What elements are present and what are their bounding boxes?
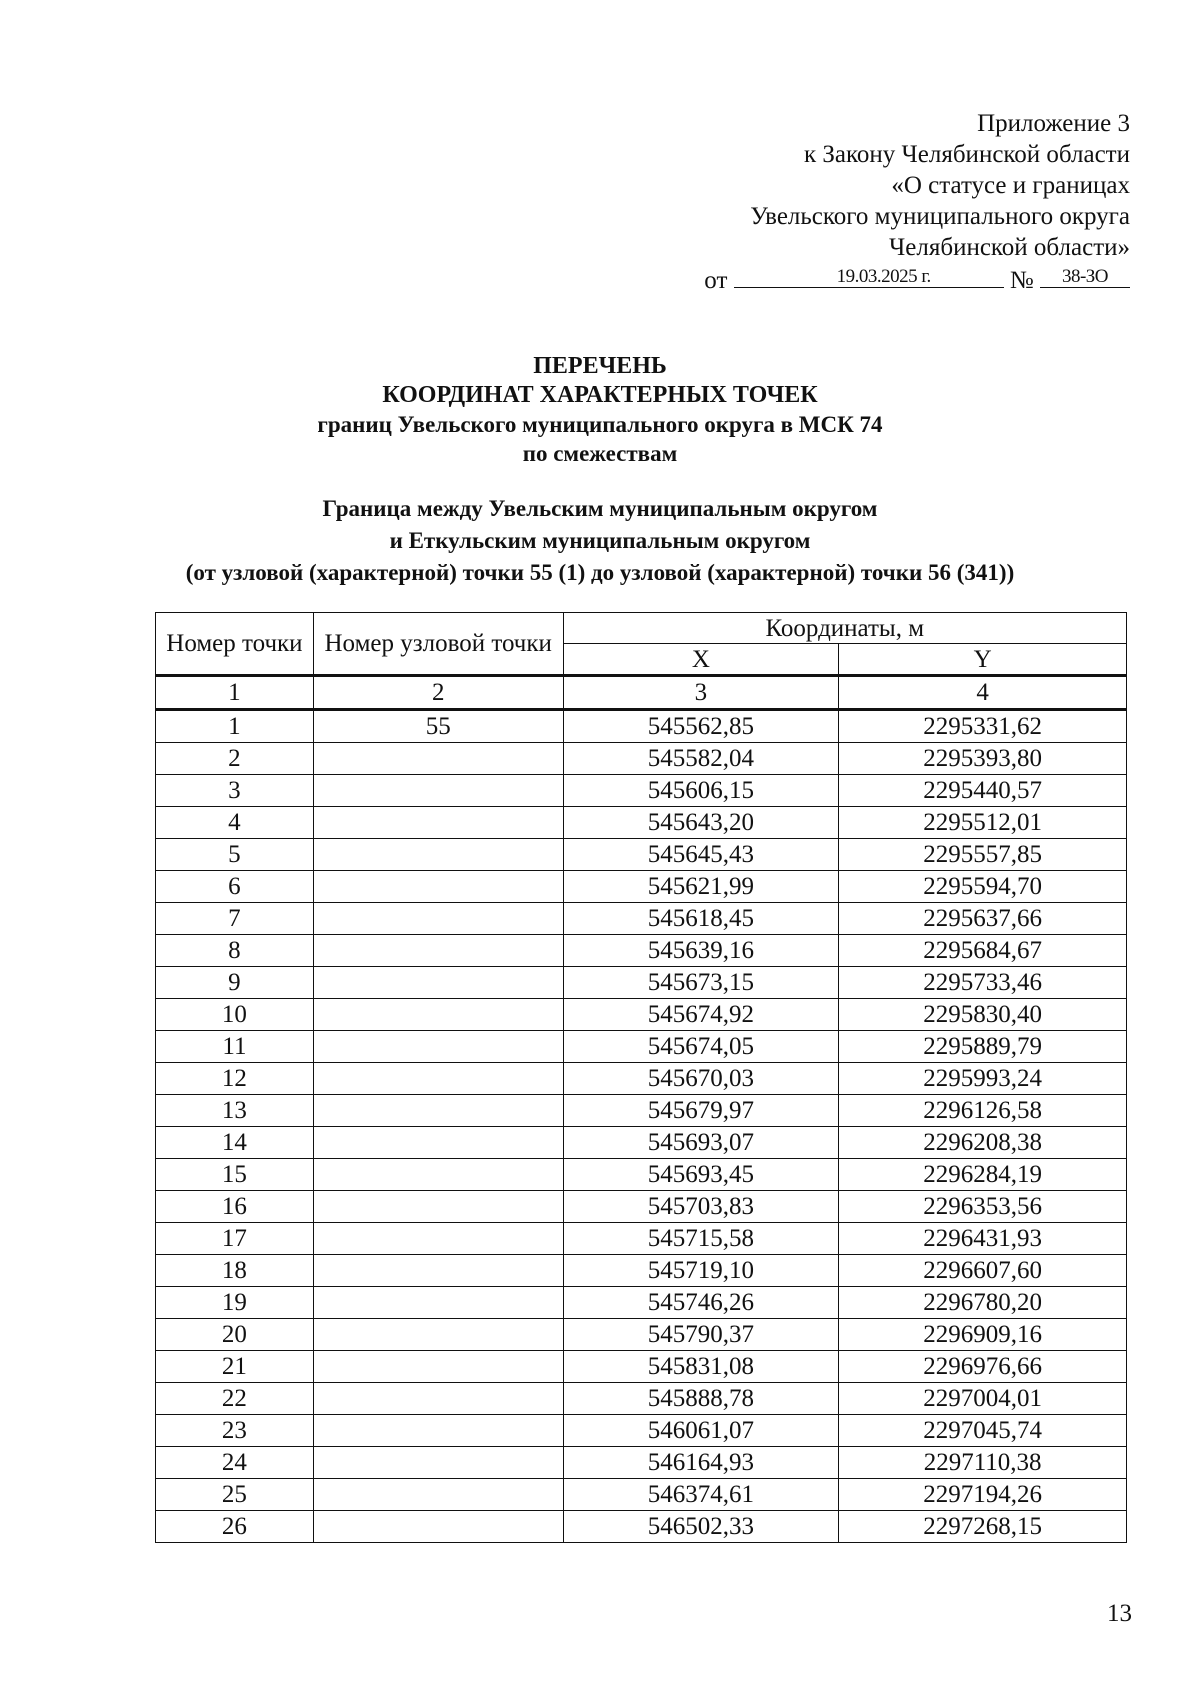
cell-point-number: 19 <box>156 1287 314 1319</box>
cell-point-number: 14 <box>156 1127 314 1159</box>
cell-x: 545582,04 <box>563 743 839 775</box>
cell-y: 2295331,62 <box>839 710 1127 743</box>
cell-point-number: 16 <box>156 1191 314 1223</box>
cell-x: 545618,45 <box>563 903 839 935</box>
cell-x: 545693,07 <box>563 1127 839 1159</box>
coordinates-table <box>155 612 1127 1543</box>
cell-x: 545831,08 <box>563 1351 839 1383</box>
table-row <box>156 871 1127 903</box>
table-row <box>156 1159 1127 1191</box>
cell-point-number: 8 <box>156 935 314 967</box>
cell-y: 2295889,79 <box>839 1031 1127 1063</box>
appendix-law-name-3: Челябинской области» <box>889 234 1130 261</box>
table-row <box>156 967 1127 999</box>
cell-y: 2296208,38 <box>839 1127 1127 1159</box>
header-node-number: Номер узловой точки <box>313 613 563 676</box>
column-number: 2 <box>313 676 563 710</box>
cell-point-number: 3 <box>156 775 314 807</box>
header-coordinates: Координаты, м <box>563 613 1126 644</box>
header-y: Y <box>839 644 1127 676</box>
cell-node-number <box>313 1127 563 1159</box>
cell-x: 545693,45 <box>563 1159 839 1191</box>
section-heading <box>0 493 1200 589</box>
cell-node-number <box>313 1319 563 1351</box>
cell-node-number <box>313 935 563 967</box>
cell-point-number: 4 <box>156 807 314 839</box>
cell-node-number <box>313 743 563 775</box>
table-row <box>156 1383 1127 1415</box>
cell-node-number <box>313 903 563 935</box>
title-line-2: КООРДИНАТ ХАРАКТЕРНЫХ ТОЧЕК <box>382 382 818 408</box>
section-line-1: Граница между Увельским муниципальным округом <box>322 496 878 521</box>
table-row <box>156 1511 1127 1543</box>
appendix-law: к Закону Челябинской области <box>804 141 1130 168</box>
header-point-number: Номер точки <box>156 613 314 676</box>
cell-x: 545606,15 <box>563 775 839 807</box>
cell-y: 2297268,15 <box>839 1511 1127 1543</box>
table-row <box>156 710 1127 743</box>
cell-node-number <box>313 1287 563 1319</box>
cell-y: 2296780,20 <box>839 1287 1127 1319</box>
cell-point-number: 15 <box>156 1159 314 1191</box>
page-number: 13 <box>1107 1600 1132 1627</box>
table-row <box>156 1479 1127 1511</box>
cell-x: 545562,85 <box>563 710 839 743</box>
appendix-date-line <box>704 265 1130 296</box>
cell-node-number <box>313 807 563 839</box>
cell-x: 545673,15 <box>563 967 839 999</box>
cell-y: 2296909,16 <box>839 1319 1127 1351</box>
column-number-row <box>156 676 1127 710</box>
cell-y: 2296126,58 <box>839 1095 1127 1127</box>
cell-node-number <box>313 775 563 807</box>
cell-point-number: 11 <box>156 1031 314 1063</box>
appendix-title: Приложение 3 <box>977 110 1130 137</box>
cell-point-number: 1 <box>156 710 314 743</box>
table-row <box>156 807 1127 839</box>
cell-y: 2296976,66 <box>839 1351 1127 1383</box>
cell-y: 2296607,60 <box>839 1255 1127 1287</box>
table-row <box>156 1319 1127 1351</box>
cell-x: 545621,99 <box>563 871 839 903</box>
table-row <box>156 999 1127 1031</box>
cell-x: 545645,43 <box>563 839 839 871</box>
cell-node-number <box>313 967 563 999</box>
cell-x: 545715,58 <box>563 1223 839 1255</box>
appendix-law-name-2: Увельского муниципального округа <box>750 203 1130 230</box>
table-row <box>156 1447 1127 1479</box>
cell-point-number: 26 <box>156 1511 314 1543</box>
column-number: 1 <box>156 676 314 710</box>
from-label: от <box>704 267 728 294</box>
cell-y: 2295684,67 <box>839 935 1127 967</box>
cell-x: 545746,26 <box>563 1287 839 1319</box>
section-line-2: и Еткульским муниципальным округом <box>389 528 811 553</box>
cell-y: 2295440,57 <box>839 775 1127 807</box>
cell-y: 2296431,93 <box>839 1223 1127 1255</box>
title-line-3: границ Увельского муниципального округа в МСК 74 <box>317 412 883 437</box>
table-row <box>156 1095 1127 1127</box>
table-row <box>156 839 1127 871</box>
cell-x: 545888,78 <box>563 1383 839 1415</box>
cell-node-number <box>313 1447 563 1479</box>
cell-x: 546061,07 <box>563 1415 839 1447</box>
table-row <box>156 1351 1127 1383</box>
cell-y: 2297045,74 <box>839 1415 1127 1447</box>
cell-point-number: 23 <box>156 1415 314 1447</box>
table-row <box>156 903 1127 935</box>
cell-x: 545674,05 <box>563 1031 839 1063</box>
cell-node-number <box>313 1511 563 1543</box>
cell-point-number: 13 <box>156 1095 314 1127</box>
cell-point-number: 5 <box>156 839 314 871</box>
table-row <box>156 1031 1127 1063</box>
cell-point-number: 22 <box>156 1383 314 1415</box>
cell-y: 2297004,01 <box>839 1383 1127 1415</box>
table-row <box>156 1191 1127 1223</box>
title-line-4: по смежествам <box>522 441 678 466</box>
cell-node-number <box>313 1383 563 1415</box>
column-number: 3 <box>563 676 839 710</box>
cell-point-number: 6 <box>156 871 314 903</box>
table-row <box>156 935 1127 967</box>
cell-x: 545674,92 <box>563 999 839 1031</box>
cell-y: 2295637,66 <box>839 903 1127 935</box>
cell-y: 2297110,38 <box>839 1447 1127 1479</box>
table-row <box>156 743 1127 775</box>
cell-node-number <box>313 1191 563 1223</box>
cell-y: 2295993,24 <box>839 1063 1127 1095</box>
table-row <box>156 775 1127 807</box>
appendix-header <box>704 108 1130 296</box>
cell-x: 546502,33 <box>563 1511 839 1543</box>
cell-y: 2295594,70 <box>839 871 1127 903</box>
cell-point-number: 18 <box>156 1255 314 1287</box>
cell-node-number <box>313 839 563 871</box>
cell-y: 2295830,40 <box>839 999 1127 1031</box>
cell-y: 2295512,01 <box>839 807 1127 839</box>
cell-point-number: 17 <box>156 1223 314 1255</box>
cell-point-number: 12 <box>156 1063 314 1095</box>
table-row <box>156 1415 1127 1447</box>
cell-x: 545679,97 <box>563 1095 839 1127</box>
cell-x: 545670,03 <box>563 1063 839 1095</box>
cell-node-number <box>313 1223 563 1255</box>
cell-x: 545703,83 <box>563 1191 839 1223</box>
cell-point-number: 10 <box>156 999 314 1031</box>
cell-node-number <box>313 1479 563 1511</box>
table-row <box>156 1127 1127 1159</box>
cell-node-number <box>313 1063 563 1095</box>
cell-point-number: 2 <box>156 743 314 775</box>
cell-node-number <box>313 1031 563 1063</box>
cell-node-number <box>313 1351 563 1383</box>
table-header-row <box>156 613 1127 644</box>
column-number: 4 <box>839 676 1127 710</box>
cell-x: 546164,93 <box>563 1447 839 1479</box>
table-row <box>156 1287 1127 1319</box>
cell-y: 2296284,19 <box>839 1159 1127 1191</box>
cell-x: 545643,20 <box>563 807 839 839</box>
cell-y: 2295393,80 <box>839 743 1127 775</box>
table-row <box>156 1223 1127 1255</box>
cell-x: 545790,37 <box>563 1319 839 1351</box>
cell-point-number: 24 <box>156 1447 314 1479</box>
cell-node-number <box>313 1415 563 1447</box>
cell-y: 2295733,46 <box>839 967 1127 999</box>
cell-node-number <box>313 1095 563 1127</box>
cell-y: 2295557,85 <box>839 839 1127 871</box>
cell-point-number: 20 <box>156 1319 314 1351</box>
cell-point-number: 25 <box>156 1479 314 1511</box>
number-label: № <box>1009 267 1034 294</box>
cell-point-number: 21 <box>156 1351 314 1383</box>
cell-node-number <box>313 999 563 1031</box>
cell-x: 546374,61 <box>563 1479 839 1511</box>
section-line-3: (от узловой (характерной) точки 55 (1) до узловой (характерной) точки 56 (341)) <box>185 560 1015 585</box>
law-number: 38-ЗО <box>1040 267 1130 288</box>
cell-node-number <box>313 1159 563 1191</box>
table-row <box>156 1255 1127 1287</box>
title-line-1: ПЕРЕЧЕНЬ <box>533 353 667 379</box>
cell-y: 2297194,26 <box>839 1479 1127 1511</box>
cell-y: 2296353,56 <box>839 1191 1127 1223</box>
cell-point-number: 7 <box>156 903 314 935</box>
table-row <box>156 1063 1127 1095</box>
law-date: 19.03.2025 г. <box>734 267 1004 288</box>
document-title <box>0 352 1200 468</box>
cell-point-number: 9 <box>156 967 314 999</box>
cell-x: 545639,16 <box>563 935 839 967</box>
cell-node-number <box>313 1255 563 1287</box>
cell-node-number <box>313 871 563 903</box>
appendix-law-name-1: «О статусе и границах <box>891 172 1130 199</box>
cell-x: 545719,10 <box>563 1255 839 1287</box>
header-x: X <box>563 644 839 676</box>
cell-node-number: 55 <box>313 710 563 743</box>
